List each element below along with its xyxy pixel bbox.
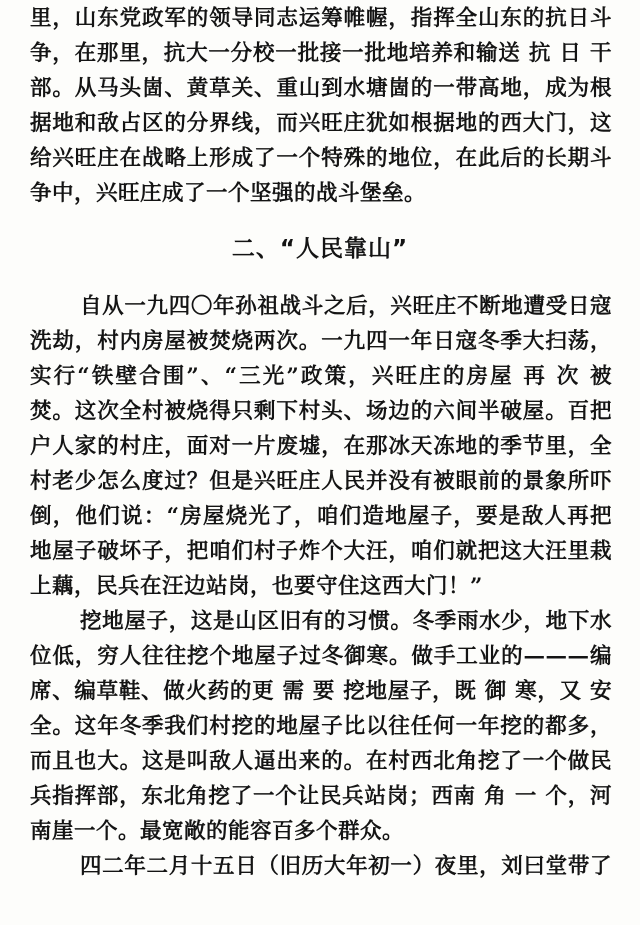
text-line: 部。从马头崮、黄草关、重山到水塘崮的一带高地，成为根 xyxy=(30,76,612,101)
text-line: 倒，他们说：“房屋烧光了，咱们造地屋子，要是敌人再把 xyxy=(30,504,612,529)
text-line: 四二年二月十五日（旧历大年初一）夜里，刘曰堂带了 xyxy=(80,854,612,879)
text-line: 而且也大。这是叫敌人逼出来的。在村西北角挖了一个做民 xyxy=(30,749,612,774)
text-line: 实行“铁壁合围”、“三光”政策，兴旺庄的房屋 再 次 被 xyxy=(30,364,612,389)
text-line: 挖地屋子，这是山区旧有的习惯。冬季雨水少，地下水 xyxy=(80,609,612,634)
text-line: 自从一九四〇年孙祖战斗之后，兴旺庄不断地遭受日寇 xyxy=(80,294,612,319)
text-line: 户人家的村庄，面对一片废墟，在那冰天冻地的季节里，全 xyxy=(30,434,612,459)
text-line: 南崖一个。最宽敞的能容百多个群众。 xyxy=(30,819,405,844)
text-line: 争中，兴旺庄成了一个坚强的战斗堡垒。 xyxy=(30,181,427,206)
text-line: 上藕，民兵在汪边站岗，也要守住这西大门！” xyxy=(30,574,483,599)
text-line: 里，山东党政军的领导同志运筹帷幄，指挥全山东的抗日斗 xyxy=(30,6,612,31)
text-line: 席、编草鞋、做火药的更 需 要 挖地屋子，既 御 寒，又 安 xyxy=(30,679,612,704)
text-line: 焚。这次全村被烧得只剩下村头、场边的六间半破屋。百把 xyxy=(30,399,612,424)
text-line: 兵指挥部，东北角挖了一个让民兵站岗；西南 角 一 个，河 xyxy=(30,784,612,809)
text-line: 全。这年冬季我们村挖的地屋子比以往任何一年挖的都多， xyxy=(30,714,612,739)
text-line: 争，在那里，抗大一分校一批接一批地培养和输送 抗 日 干 xyxy=(30,41,612,66)
text-line: 洗劫，村内房屋被焚烧两次。一九四一年日寇冬季大扫荡， xyxy=(30,329,612,354)
text-line: 地屋子破坏子，把咱们村子炸个大汪，咱们就把这大汪里栽 xyxy=(30,539,612,564)
text-line: 给兴旺庄在战略上形成了一个特殊的地位，在此后的长期斗 xyxy=(30,146,612,171)
text-line: 位低，穷人往往挖个地屋子过冬御寒。做手工业的———编 xyxy=(30,644,612,669)
section-heading: 二、“人民靠山” xyxy=(231,236,409,262)
text-line: 村老少怎么度过？但是兴旺庄人民并没有被眼前的景象所吓 xyxy=(30,469,612,494)
text-line: 据地和敌占区的分界线，而兴旺庄犹如根据地的西大门，这 xyxy=(30,111,612,136)
